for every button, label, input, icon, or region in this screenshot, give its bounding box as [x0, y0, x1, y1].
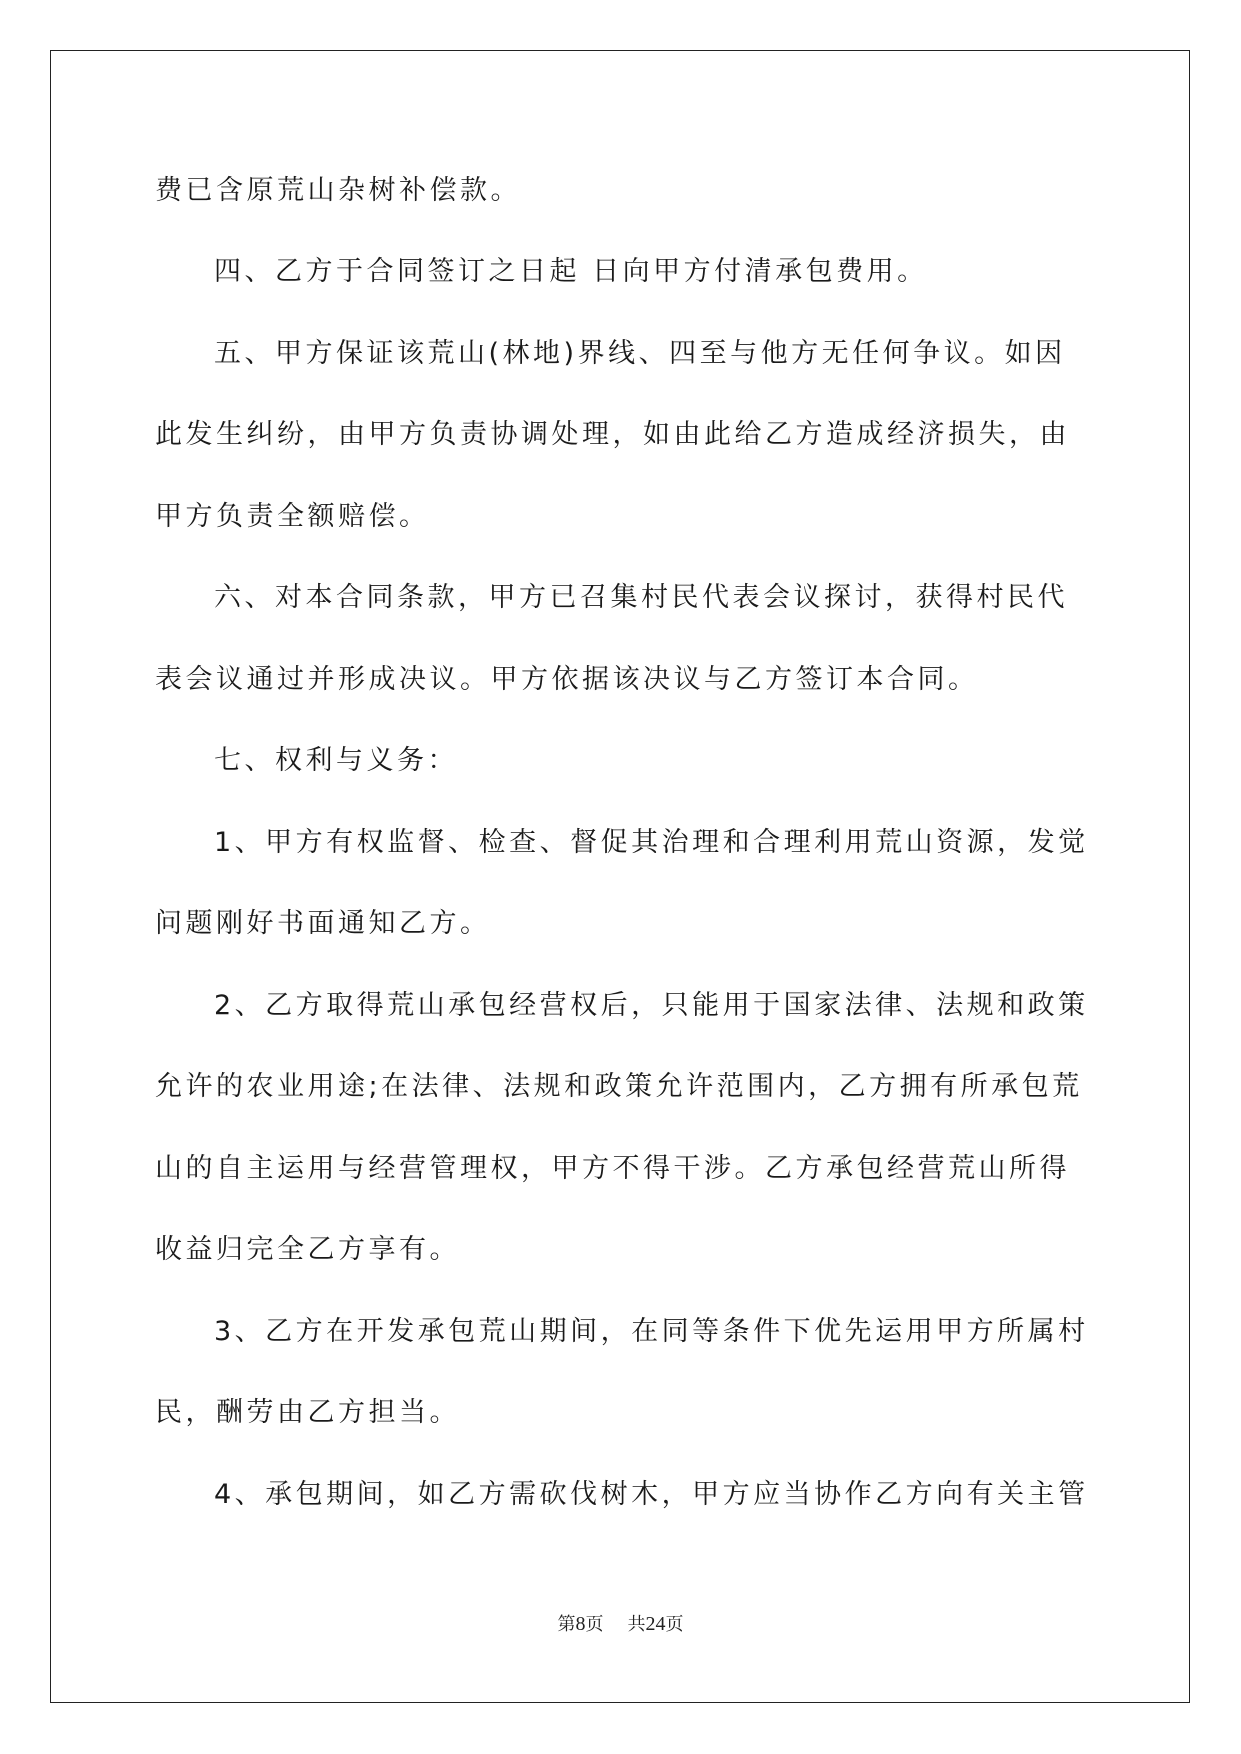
text-line: 2、乙方取得荒山承包经营权后，只能用于国家法律、法规和政策 [214, 990, 1089, 1021]
text-line: 四、乙方于合同签订之日起 日向甲方付清承包费用。 [214, 256, 928, 287]
text-line: 甲方负责全额赔偿。 [155, 501, 430, 532]
text-line: 五、甲方保证该荒山(林地)界线、四至与他方无任何争议。如因 [214, 338, 1066, 369]
text-line: 问题刚好书面通知乙方。 [155, 908, 491, 939]
text-line: 七、权利与义务： [214, 745, 458, 776]
page-border [50, 50, 1190, 1703]
page-footer [0, 1610, 1241, 1636]
text-line: 允许的农业用途;在法律、法规和政策允许范围内，乙方拥有所承包荒 [155, 1071, 1083, 1102]
text-line: 六、对本合同条款，甲方已召集村民代表会议探讨，获得村民代 [214, 582, 1068, 613]
total-prefix: 共 [627, 1614, 646, 1635]
text-line: 表会议通过并形成决议。甲方依据该决议与乙方签订本合同。 [155, 664, 979, 695]
text-line: 3、乙方在开发承包荒山期间，在同等条件下优先运用甲方所属村 [214, 1316, 1089, 1347]
total-pages: 24 [645, 1613, 666, 1635]
text-line: 收益归完全乙方享有。 [155, 1234, 460, 1265]
text-line: 4、承包期间，如乙方需砍伐树木，甲方应当协作乙方向有关主管 [214, 1479, 1089, 1510]
page-suffix: 页 [585, 1614, 604, 1635]
page-prefix: 第 [557, 1614, 576, 1635]
text-line: 民，酬劳由乙方担当。 [155, 1397, 460, 1428]
page-number: 8 [575, 1613, 586, 1635]
text-line: 山的自主运用与经营管理权，甲方不得干涉。乙方承包经营荒山所得 [155, 1153, 1070, 1184]
text-line: 费已含原荒山杂树补偿款。 [155, 175, 521, 206]
text-line: 此发生纠纷，由甲方负责协调处理，如由此给乙方造成经济损失，由 [155, 419, 1070, 450]
total-suffix: 页 [665, 1614, 684, 1635]
text-line: 1、甲方有权监督、检查、督促其治理和合理利用荒山资源，发觉 [214, 827, 1089, 858]
